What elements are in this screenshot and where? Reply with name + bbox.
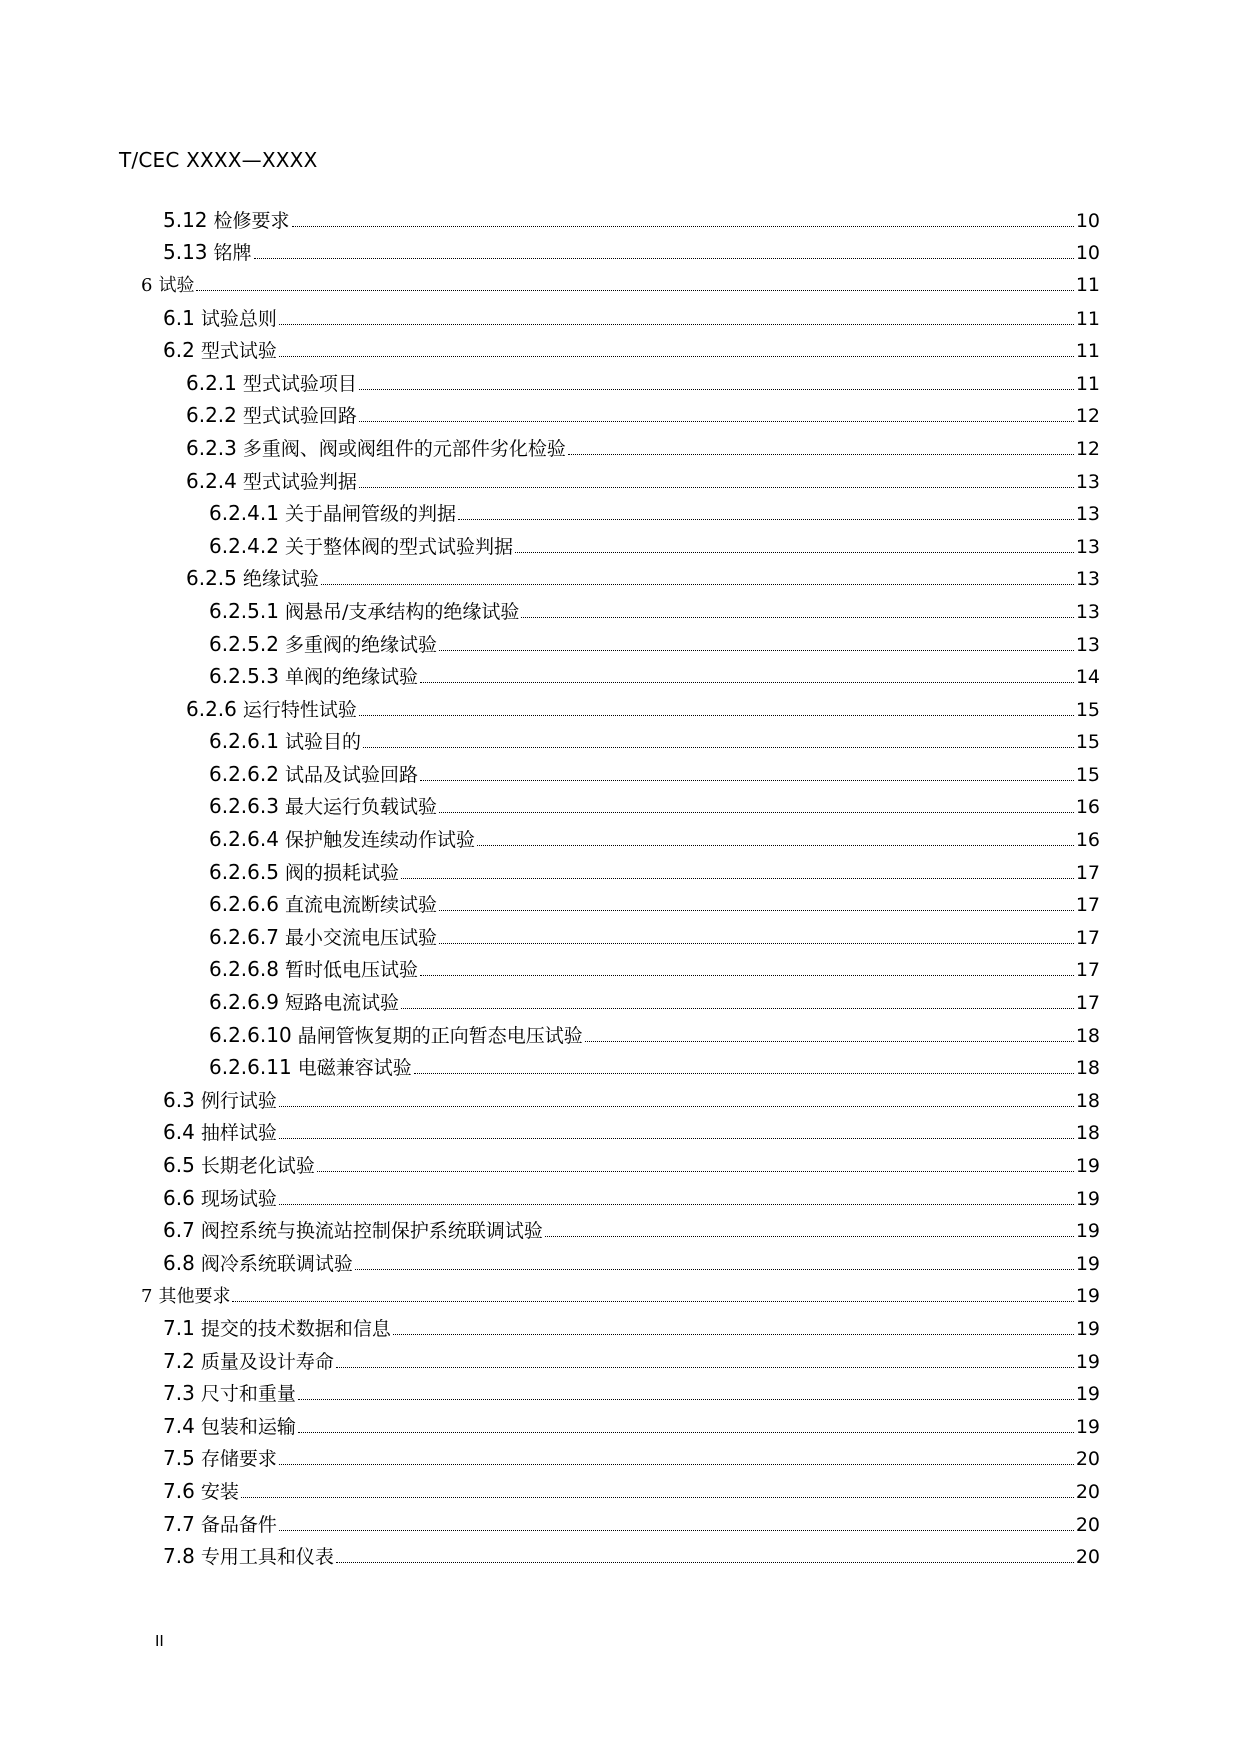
toc-row[interactable] (0, 1409, 1240, 1442)
toc-leader-dots (585, 1041, 1074, 1042)
toc-row[interactable] (0, 301, 1240, 334)
toc-row[interactable] (0, 1246, 1240, 1279)
toc-section-number: 6.2.6.10 (209, 1022, 292, 1047)
toc-leader-dots (439, 650, 1074, 651)
toc-section-title: 质量及设计寿命 (200, 1350, 334, 1373)
toc-entry-link[interactable] (141, 1282, 1100, 1308)
toc-page-number: 11 (1075, 307, 1100, 330)
toc-section-title: 暂时低电压试验 (284, 959, 418, 982)
toc-entry-link[interactable] (163, 1510, 1100, 1537)
toc-section-number: 6.2.5.3 (209, 664, 279, 689)
toc-entry-link[interactable] (186, 467, 1100, 494)
toc-page-number: 17 (1075, 959, 1100, 982)
toc-leader-dots (439, 812, 1074, 813)
toc-entry-link[interactable] (209, 1053, 1100, 1080)
toc-page-number: 13 (1075, 503, 1100, 526)
toc-section-number: 7.6 (163, 1478, 195, 1503)
toc-section-number: 7 (141, 1285, 153, 1307)
toc-row[interactable] (0, 1116, 1240, 1149)
toc-leader-dots (401, 1008, 1074, 1009)
toc-row[interactable] (0, 953, 1240, 986)
toc-entry-link[interactable] (209, 923, 1100, 950)
toc-row[interactable] (0, 920, 1240, 953)
toc-section-title: 短路电流试验 (284, 992, 399, 1015)
toc-section-number: 6.2.6.4 (209, 827, 279, 852)
toc-entry-link[interactable] (209, 955, 1100, 982)
toc-page-number: 12 (1075, 405, 1100, 428)
toc-leader-dots (477, 845, 1074, 846)
toc-section-title: 阀控系统与换流站控制保护系统联调试验 (200, 1220, 543, 1243)
toc-section-title: 型式试验项目 (242, 372, 357, 395)
toc-page-number: 15 (1075, 731, 1100, 754)
toc-section-title: 阀悬吊/支承结构的绝缘试验 (284, 600, 520, 623)
toc-section-number: 7.8 (163, 1544, 195, 1569)
toc-entry-link[interactable] (209, 727, 1100, 754)
toc-section-title: 型式试验回路 (242, 405, 357, 428)
toc-section-number: 5.12 (163, 207, 208, 232)
toc-section-title: 绝缘试验 (242, 568, 319, 591)
toc-row[interactable] (0, 431, 1240, 464)
toc-leader-dots (279, 1204, 1074, 1205)
toc-row[interactable] (0, 1442, 1240, 1475)
toc-entry-link[interactable] (209, 760, 1100, 787)
toc-section-number: 6.2.4.1 (209, 501, 279, 526)
toc-leader-dots (420, 682, 1074, 683)
toc-section-number: 6.2.5.2 (209, 631, 279, 656)
toc-leader-dots (439, 910, 1074, 911)
toc-leader-dots (196, 290, 1073, 291)
toc-leader-dots (279, 1530, 1074, 1531)
toc-section-title: 其他要求 (158, 1285, 231, 1307)
toc-entry-link[interactable] (163, 1477, 1100, 1504)
toc-page-number: 17 (1075, 861, 1100, 884)
toc-entry-link[interactable] (163, 206, 1100, 233)
toc-page-number: 19 (1075, 1187, 1100, 1210)
toc-section-title: 现场试验 (200, 1187, 277, 1210)
toc-page-number: 17 (1075, 926, 1100, 949)
toc-entry-link[interactable] (186, 401, 1100, 428)
toc-section-title: 试品及试验回路 (284, 763, 418, 786)
toc-section-title: 包装和运输 (200, 1415, 296, 1438)
toc-entry-link[interactable] (163, 1542, 1100, 1569)
toc-section-title: 多重阀、阀或阀组件的元部件劣化检验 (242, 437, 566, 460)
toc-entry-link[interactable] (209, 499, 1100, 526)
toc-entry-link[interactable] (209, 532, 1100, 559)
toc-leader-dots (336, 1562, 1074, 1563)
toc-entry-link[interactable] (141, 271, 1100, 297)
toc-page-number: 13 (1075, 535, 1100, 558)
toc-row[interactable] (0, 659, 1240, 692)
toc-entry-link[interactable] (163, 1249, 1100, 1276)
toc-section-title: 长期老化试验 (200, 1155, 315, 1178)
toc-section-number: 6.2.5 (186, 566, 237, 591)
toc-row[interactable] (0, 1376, 1240, 1409)
toc-row[interactable] (0, 464, 1240, 497)
toc-page-number: 16 (1075, 829, 1100, 852)
toc-section-title: 阀冷系统联调试验 (200, 1252, 353, 1275)
toc-page-number: 11 (1075, 340, 1100, 363)
toc-page-number: 19 (1075, 1415, 1100, 1438)
toc-entry-link[interactable] (163, 304, 1100, 331)
toc-section-title: 最小交流电压试验 (284, 926, 437, 949)
toc-page-number: 13 (1075, 600, 1100, 623)
toc-page-number: 19 (1075, 1220, 1100, 1243)
toc-leader-dots (359, 715, 1074, 716)
toc-entry-link[interactable] (186, 434, 1100, 461)
toc-leader-dots (458, 519, 1074, 520)
toc-row[interactable] (0, 1474, 1240, 1507)
toc-row[interactable] (0, 1050, 1240, 1083)
toc-section-title: 存储要求 (200, 1448, 277, 1471)
toc-section-number: 6.2.6.7 (209, 924, 279, 949)
toc-entry-link[interactable] (163, 1086, 1100, 1113)
toc-page-number: 18 (1075, 1089, 1100, 1112)
toc-entry-link[interactable] (209, 662, 1100, 689)
toc-section-title: 运行特性试验 (242, 698, 357, 721)
toc-row[interactable] (0, 1311, 1240, 1344)
toc-page-number: 20 (1075, 1513, 1100, 1536)
toc-section-number: 6.2.5.1 (209, 598, 279, 623)
toc-row[interactable] (0, 1148, 1240, 1181)
toc-entry-link[interactable] (209, 988, 1100, 1015)
toc-page-number: 17 (1075, 992, 1100, 1015)
toc-page-number: 13 (1075, 633, 1100, 656)
toc-entry-link[interactable] (209, 630, 1100, 657)
toc-section-title: 型式试验 (200, 340, 277, 363)
toc-section-title: 阀的损耗试验 (284, 861, 399, 884)
toc-entry-link[interactable] (163, 238, 1100, 265)
toc-leader-dots (279, 1106, 1074, 1107)
toc-page-number: 11 (1075, 372, 1100, 395)
toc-leader-dots (241, 1497, 1074, 1498)
toc-entry-link[interactable] (209, 792, 1100, 819)
toc-row[interactable] (0, 1018, 1240, 1051)
toc-page-number: 19 (1075, 1317, 1100, 1340)
toc-leader-dots (359, 389, 1074, 390)
toc-section-number: 6.8 (163, 1250, 195, 1275)
toc-row[interactable] (0, 757, 1240, 790)
toc-section-number: 6.2.3 (186, 435, 237, 460)
toc-row[interactable] (0, 725, 1240, 758)
toc-section-title: 型式试验判据 (242, 470, 357, 493)
toc-entry-link[interactable] (209, 1021, 1100, 1048)
toc-section-title: 专用工具和仪表 (200, 1546, 334, 1569)
toc-entry-link[interactable] (186, 369, 1100, 396)
toc-section-number: 6.1 (163, 305, 195, 330)
toc-page-number: 19 (1075, 1155, 1100, 1178)
toc-row[interactable] (0, 887, 1240, 920)
toc-entry-link[interactable] (163, 1412, 1100, 1439)
toc-section-number: 7.2 (163, 1348, 195, 1373)
toc-leader-dots (292, 226, 1074, 227)
toc-page-number: 15 (1075, 698, 1100, 721)
toc-leader-dots (355, 1269, 1074, 1270)
table-of-contents (0, 203, 1240, 1572)
toc-entry-link[interactable] (163, 1444, 1100, 1471)
toc-leader-dots (298, 1399, 1074, 1400)
toc-row[interactable] (0, 203, 1240, 236)
toc-section-number: 6.2.6.11 (209, 1055, 292, 1080)
toc-leader-dots (363, 747, 1074, 748)
toc-leader-dots (279, 1138, 1074, 1139)
toc-page-number: 11 (1075, 274, 1100, 297)
toc-section-number: 6.6 (163, 1185, 195, 1210)
page-number: II (155, 1632, 164, 1650)
toc-section-number: 5.13 (163, 240, 208, 265)
toc-section-number: 6.2.6.3 (209, 794, 279, 819)
toc-row[interactable] (0, 496, 1240, 529)
toc-section-number: 6.5 (163, 1153, 195, 1178)
toc-leader-dots (393, 1334, 1074, 1335)
toc-section-number: 7.1 (163, 1315, 195, 1340)
toc-row[interactable] (0, 236, 1240, 269)
toc-section-number: 7.3 (163, 1381, 195, 1406)
toc-page-number: 20 (1075, 1480, 1100, 1503)
toc-leader-dots (359, 421, 1074, 422)
toc-page-number: 20 (1075, 1448, 1100, 1471)
toc-section-number: 6.2.4.2 (209, 533, 279, 558)
toc-entry-link[interactable] (209, 890, 1100, 917)
toc-leader-dots (414, 1073, 1074, 1074)
toc-page-number: 19 (1075, 1350, 1100, 1373)
toc-leader-dots (336, 1367, 1074, 1368)
toc-section-title: 保护触发连续动作试验 (284, 829, 475, 852)
toc-entry-link[interactable] (209, 858, 1100, 885)
toc-page-number: 13 (1075, 568, 1100, 591)
toc-row[interactable] (0, 1539, 1240, 1572)
toc-leader-dots (439, 943, 1074, 944)
toc-entry-link[interactable] (163, 1379, 1100, 1406)
toc-entry-link[interactable] (209, 825, 1100, 852)
toc-section-number: 6.2 (163, 338, 195, 363)
toc-page-number: 10 (1075, 209, 1100, 232)
toc-row[interactable] (0, 333, 1240, 366)
toc-section-number: 7.5 (163, 1446, 195, 1471)
toc-row[interactable] (0, 1344, 1240, 1377)
toc-section-title: 关于整体阀的型式试验判据 (284, 535, 513, 558)
toc-entry-link[interactable] (186, 695, 1100, 722)
toc-entry-link[interactable] (186, 564, 1100, 591)
toc-row[interactable] (0, 366, 1240, 399)
toc-page-number: 19 (1075, 1383, 1100, 1406)
toc-leader-dots (298, 1432, 1074, 1433)
toc-leader-dots (317, 1171, 1074, 1172)
toc-section-title: 提交的技术数据和信息 (200, 1317, 391, 1340)
toc-section-title: 多重阀的绝缘试验 (284, 633, 437, 656)
toc-section-title: 安装 (200, 1480, 239, 1503)
toc-section-title: 尺寸和重量 (200, 1383, 296, 1406)
toc-entry-link[interactable] (163, 1216, 1100, 1243)
toc-entry-link[interactable] (163, 1184, 1100, 1211)
toc-section-title: 例行试验 (200, 1089, 277, 1112)
toc-page-number: 12 (1075, 437, 1100, 460)
toc-row[interactable] (0, 790, 1240, 823)
toc-leader-dots (568, 454, 1074, 455)
toc-row[interactable] (0, 627, 1240, 660)
toc-page-number: 15 (1075, 763, 1100, 786)
toc-row[interactable] (0, 399, 1240, 432)
toc-leader-dots (420, 780, 1074, 781)
toc-row[interactable] (0, 529, 1240, 562)
toc-leader-dots (232, 1301, 1073, 1302)
toc-row[interactable] (0, 1083, 1240, 1116)
toc-section-title: 抽样试验 (200, 1122, 277, 1145)
toc-section-number: 6.2.6.6 (209, 892, 279, 917)
toc-section-title: 检修要求 (213, 209, 290, 232)
document-code: T/CEC XXXX—XXXX (119, 148, 318, 172)
toc-section-number: 7.7 (163, 1511, 195, 1536)
toc-page-number: 17 (1075, 894, 1100, 917)
toc-leader-dots (521, 617, 1073, 618)
toc-row[interactable] (0, 1213, 1240, 1246)
toc-entry-link[interactable] (163, 1151, 1100, 1178)
toc-row[interactable] (0, 594, 1240, 627)
toc-section-number: 6.2.4 (186, 468, 237, 493)
toc-leader-dots (515, 552, 1074, 553)
toc-section-title: 备品备件 (200, 1513, 277, 1536)
toc-row[interactable] (0, 985, 1240, 1018)
toc-section-title: 试验总则 (200, 307, 277, 330)
toc-leader-dots (545, 1236, 1074, 1237)
toc-leader-dots (359, 487, 1074, 488)
toc-section-title: 最大运行负载试验 (284, 796, 437, 819)
toc-leader-dots (420, 975, 1074, 976)
toc-section-title: 试验 (158, 275, 195, 297)
toc-page-number: 13 (1075, 470, 1100, 493)
toc-section-number: 6.2.6 (186, 696, 237, 721)
toc-section-number: 6.2.1 (186, 370, 237, 395)
toc-entry-link[interactable] (163, 1314, 1100, 1341)
toc-section-number: 6.3 (163, 1087, 195, 1112)
toc-section-number: 6.2.6.2 (209, 761, 279, 786)
toc-page-number: 14 (1075, 666, 1100, 689)
toc-section-title: 铭牌 (213, 242, 252, 265)
toc-row[interactable] (0, 692, 1240, 725)
toc-section-title: 直流电流断续试验 (284, 894, 437, 917)
toc-leader-dots (321, 584, 1074, 585)
toc-page-number: 18 (1075, 1122, 1100, 1145)
toc-page-number: 10 (1075, 242, 1100, 265)
toc-section-number: 7.4 (163, 1413, 195, 1438)
toc-section-number: 6.4 (163, 1120, 195, 1145)
toc-section-number: 6.2.6.1 (209, 729, 279, 754)
toc-row[interactable] (0, 268, 1240, 301)
toc-row[interactable] (0, 562, 1240, 595)
toc-entry-link[interactable] (209, 597, 1100, 624)
toc-row[interactable] (0, 1181, 1240, 1214)
toc-section-number: 6.2.6.8 (209, 957, 279, 982)
toc-section-number: 6.2.6.5 (209, 859, 279, 884)
toc-page-number: 16 (1075, 796, 1100, 819)
toc-leader-dots (254, 258, 1074, 259)
toc-row[interactable] (0, 822, 1240, 855)
toc-row[interactable] (0, 1279, 1240, 1312)
toc-section-number: 6.2.6.9 (209, 990, 279, 1015)
toc-section-number: 6.7 (163, 1218, 195, 1243)
toc-section-number: 6.2.2 (186, 403, 237, 428)
toc-section-title: 单阀的绝缘试验 (284, 666, 418, 689)
toc-page-number: 20 (1075, 1546, 1100, 1569)
toc-page-number: 18 (1075, 1024, 1100, 1047)
toc-section-title: 关于晶闸管级的判据 (284, 503, 456, 526)
toc-page-number: 19 (1075, 1284, 1100, 1307)
toc-page-number: 19 (1075, 1252, 1100, 1275)
toc-section-title: 电磁兼容试验 (297, 1057, 412, 1080)
toc-row[interactable] (0, 855, 1240, 888)
toc-entry-link[interactable] (163, 1347, 1100, 1374)
toc-row[interactable] (0, 1507, 1240, 1540)
toc-entry-link[interactable] (163, 1118, 1100, 1145)
toc-leader-dots (279, 1464, 1074, 1465)
toc-leader-dots (279, 356, 1074, 357)
toc-section-title: 试验目的 (284, 731, 361, 754)
toc-section-number: 6 (141, 275, 153, 297)
toc-leader-dots (279, 324, 1074, 325)
toc-entry-link[interactable] (163, 336, 1100, 363)
toc-page-number: 18 (1075, 1057, 1100, 1080)
toc-leader-dots (401, 878, 1074, 879)
toc-section-title: 晶闸管恢复期的正向暂态电压试验 (297, 1024, 583, 1047)
